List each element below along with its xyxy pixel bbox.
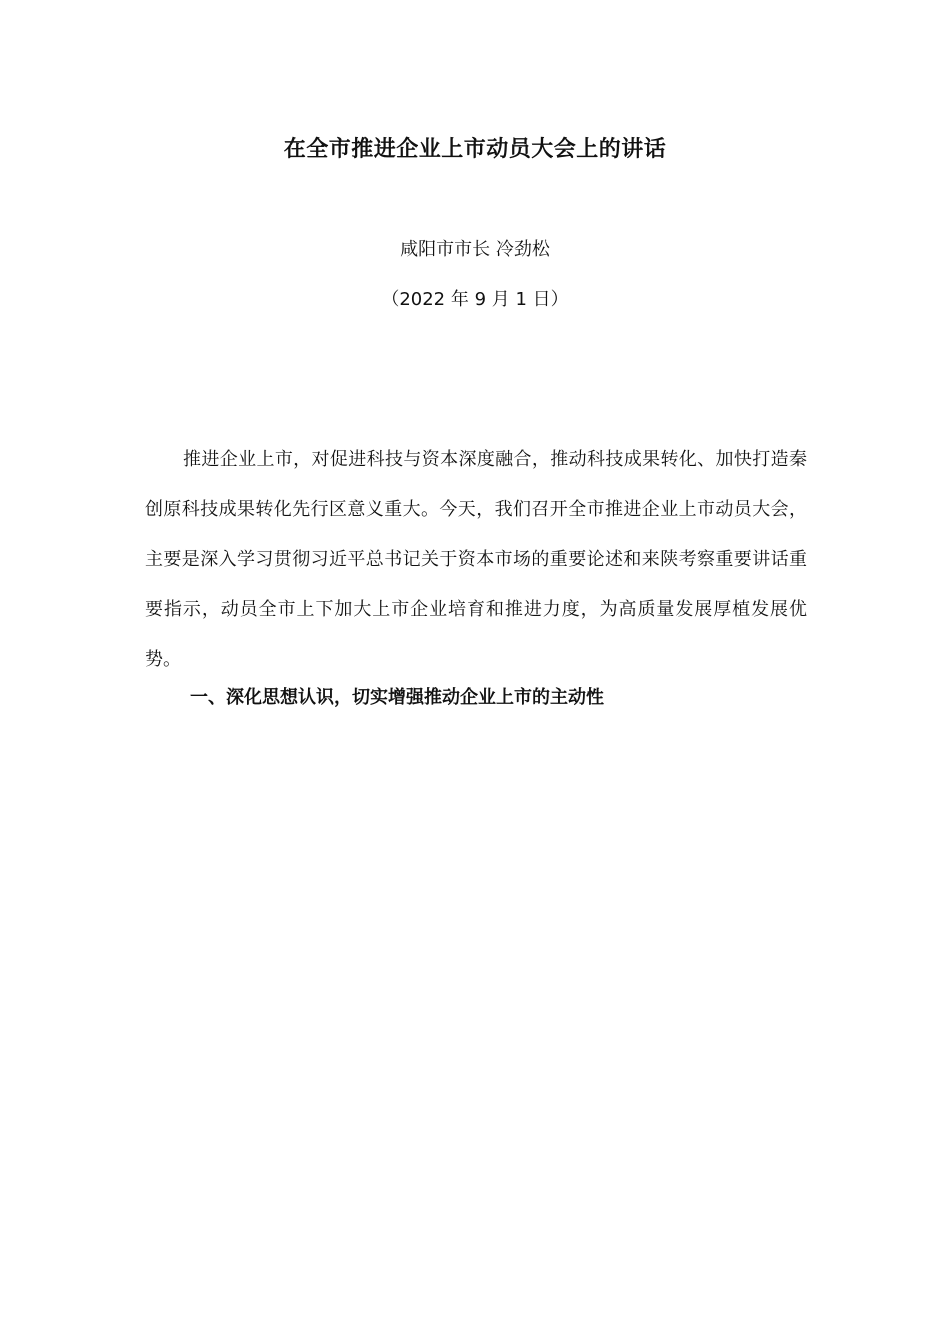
author-line: 咸阳市市长 冷劲松 [400, 239, 550, 260]
body-paragraph: 推进企业上市，对促进科技与资本深度融合，推动科技成果转化、加快打造秦创原科技成果转化先行区意义重大。今天，我们召开全市推进企业上市动员大会，主要是深入学习贯彻习近平总书记关于资本市场的重要论述和来陕考察重要讲话重要指示，动员全市上下加大上市企业培育和推进力度，为高质量发展厚植发展优势。 [145, 449, 807, 670]
section-heading: 一、深化思想认识，切实增强推动企业上市的主动性 [190, 687, 604, 708]
date-line: （2022 年 9 月 1 日） [381, 289, 569, 310]
document-title: 在全市推进企业上市动员大会上的讲话 [283, 137, 667, 162]
